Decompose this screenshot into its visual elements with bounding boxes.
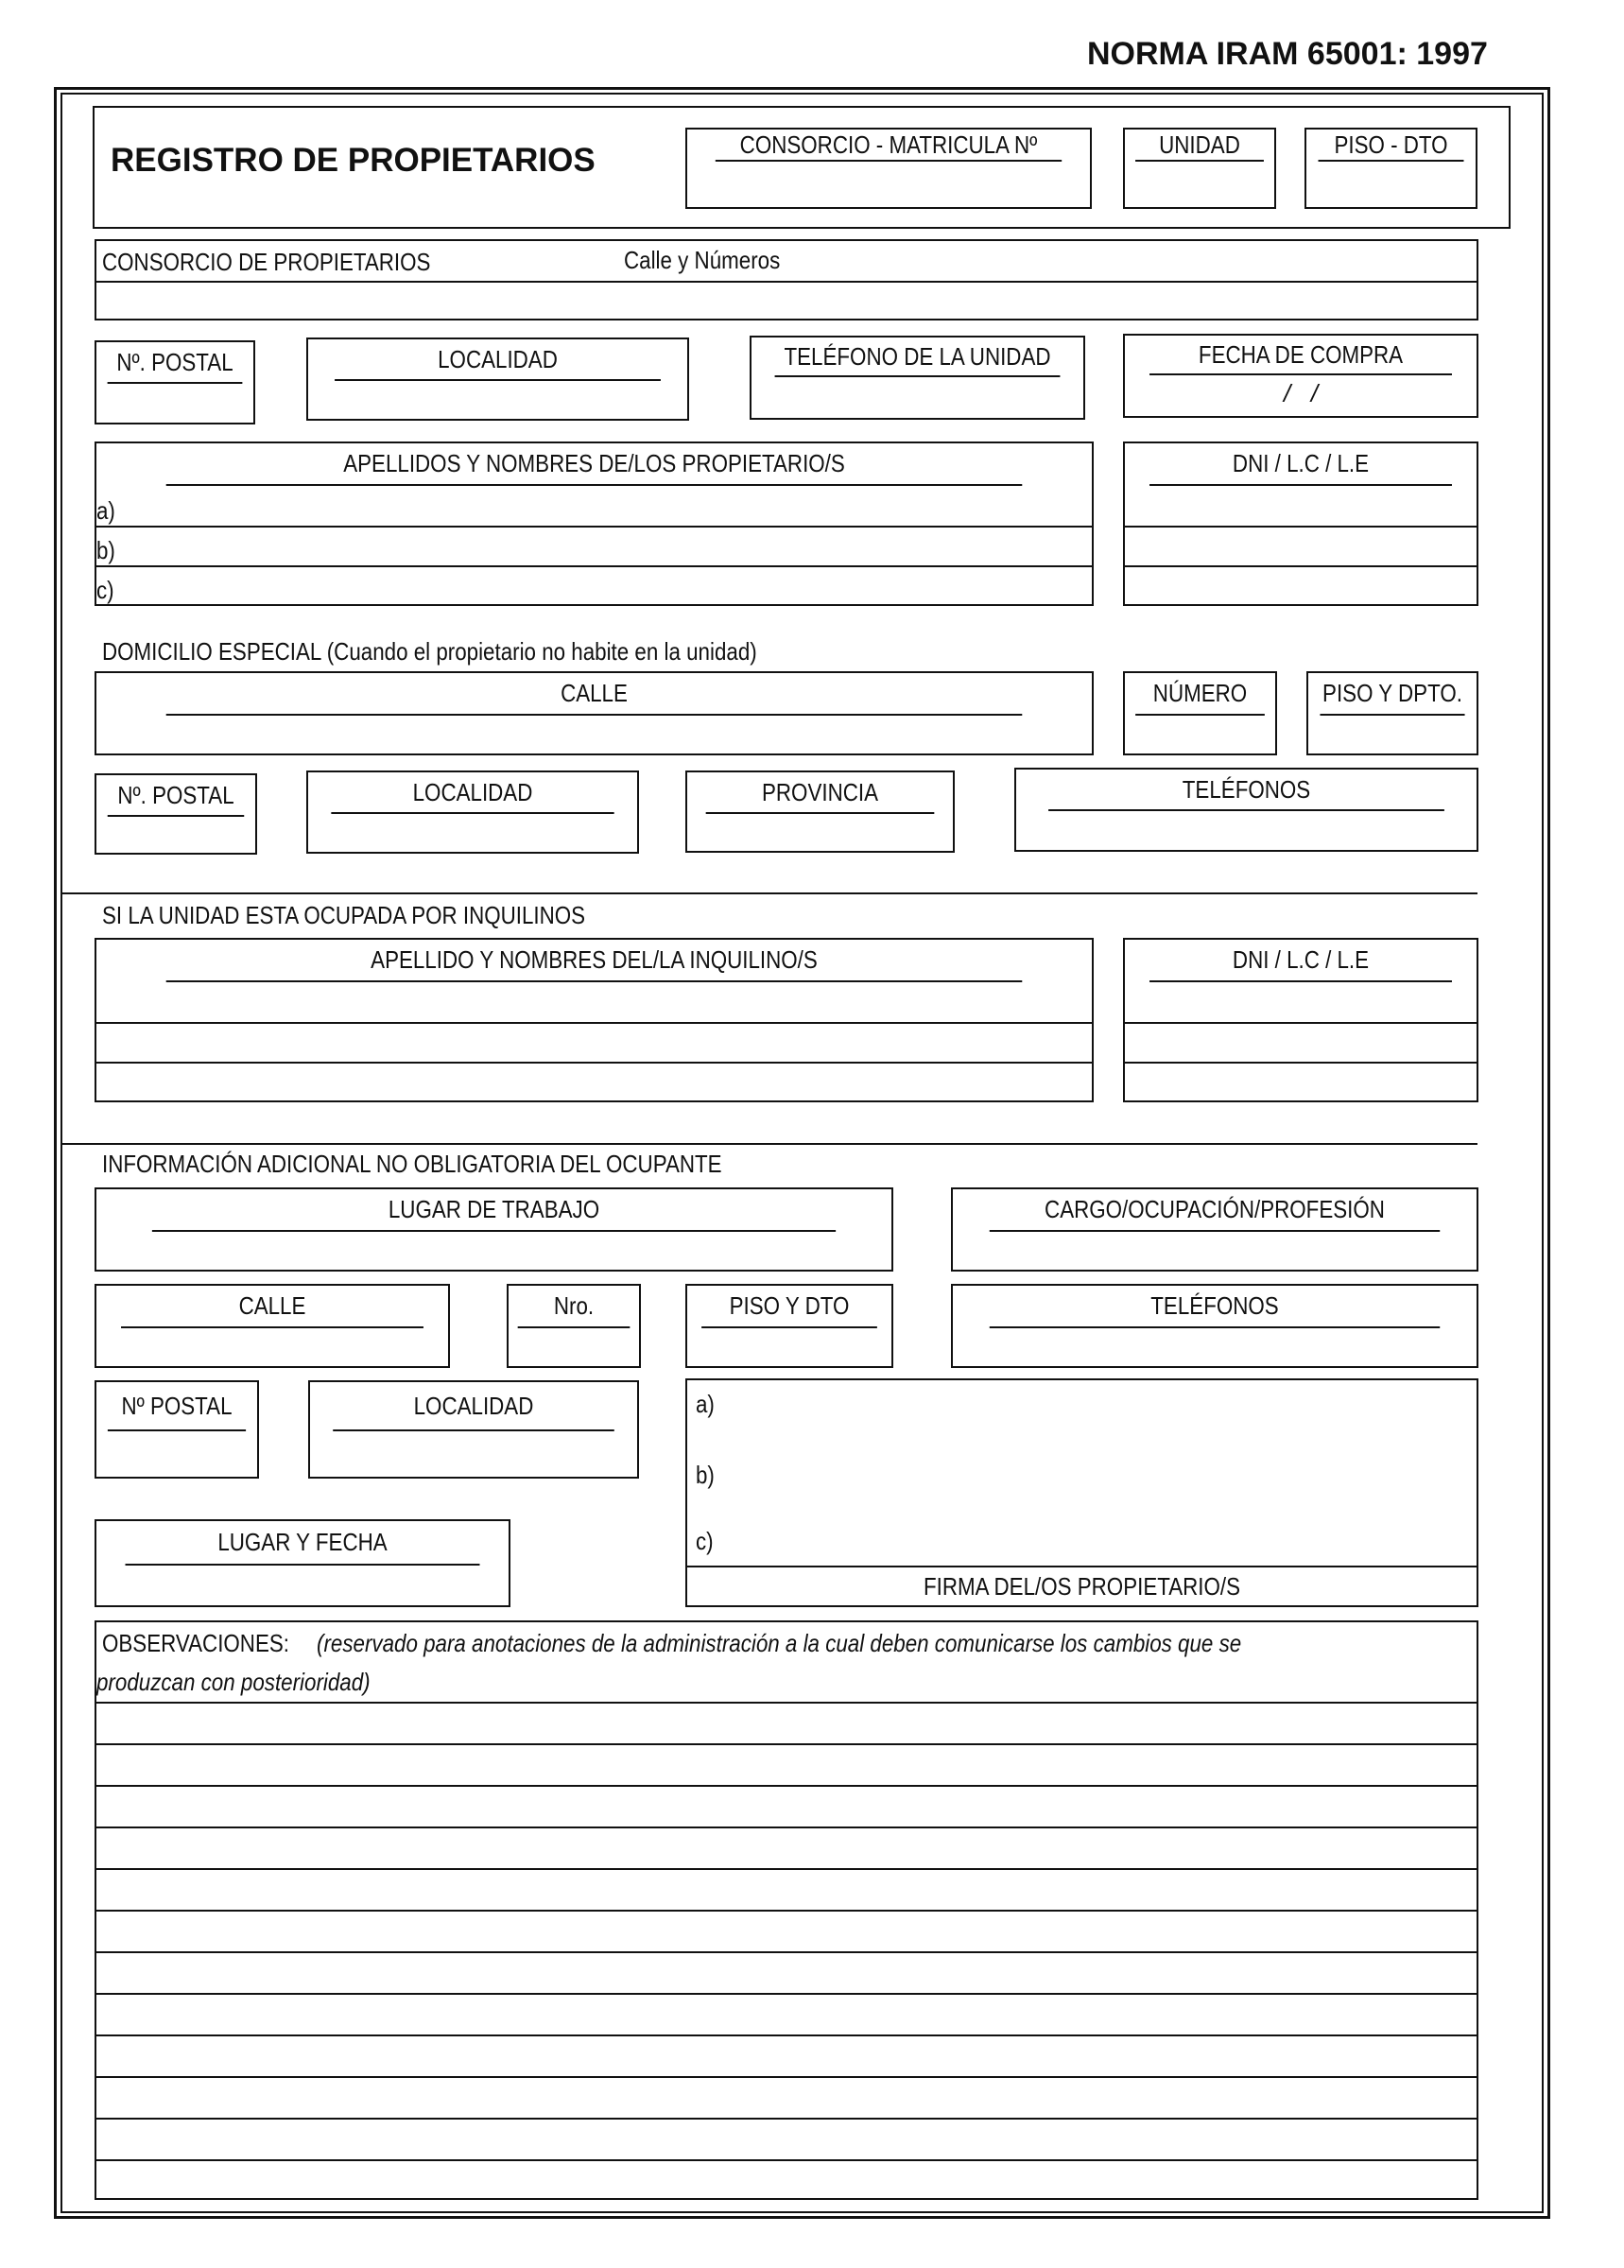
- adicional-nro-field[interactable]: [507, 1284, 641, 1368]
- adicional-postal-label: Nº POSTAL: [108, 1382, 246, 1431]
- domicilio-telefonos-label: TELÉFONOS: [1048, 770, 1444, 811]
- firma-label: FIRMA DEL/OS PROPIETARIO/S: [923, 1572, 1241, 1601]
- domicilio-piso-field[interactable]: [1306, 671, 1478, 755]
- lugar-fecha-field[interactable]: [95, 1519, 510, 1607]
- observaciones-note-line1: (reservado para anotaciones de la administración a la cual deben comunicarse los cambios que se: [317, 1629, 1242, 1657]
- section-divider: [60, 892, 1477, 894]
- inquilinos-title: SI LA UNIDAD ESTA OCUPADA POR INQUILINOS: [102, 901, 586, 929]
- localidad-label: LOCALIDAD: [335, 339, 661, 381]
- firma-line-c: c): [696, 1527, 714, 1555]
- domicilio-provincia-field[interactable]: [685, 770, 955, 853]
- adicional-postal-field[interactable]: [95, 1380, 259, 1479]
- propietario-row-c: c): [96, 576, 114, 604]
- domicilio-localidad-field[interactable]: [306, 770, 639, 854]
- observaciones-label: OBSERVACIONES:: [102, 1629, 289, 1657]
- adicional-telefonos-field[interactable]: [951, 1284, 1478, 1368]
- lugar-fecha-label: LUGAR Y FECHA: [126, 1521, 480, 1566]
- observaciones-field[interactable]: [95, 1620, 1478, 2200]
- page-title: REGISTRO DE PROPIETARIOS: [111, 142, 596, 179]
- fecha-compra-field[interactable]: [1123, 334, 1478, 418]
- firma-line-a: a): [696, 1390, 715, 1418]
- adicional-localidad-field[interactable]: [308, 1380, 639, 1479]
- domicilio-calle-field[interactable]: [95, 671, 1094, 755]
- adicional-telefonos-label: TELÉFONOS: [990, 1286, 1440, 1328]
- consorcio-calle-label: Calle y Números: [624, 246, 781, 274]
- inquilinos-dni-table[interactable]: [1123, 938, 1478, 1102]
- domicilio-numero-field[interactable]: [1123, 671, 1277, 755]
- piso-dto-label: PISO - DTO: [1319, 130, 1464, 162]
- postal-field[interactable]: [95, 340, 255, 424]
- localidad-field[interactable]: [306, 338, 689, 421]
- propietarios-dni-header: DNI / L.C / L.E: [1149, 443, 1452, 486]
- unidad-label: UNIDAD: [1135, 130, 1264, 162]
- inquilinos-dni-header: DNI / L.C / L.E: [1149, 940, 1452, 982]
- domicilio-piso-label: PISO Y DPTO.: [1320, 673, 1464, 716]
- adicional-calle-label: CALLE: [121, 1286, 423, 1328]
- propietario-row-b: b): [96, 536, 115, 564]
- consorcio-label: CONSORCIO DE PROPIETARIOS: [102, 248, 431, 276]
- consorcio-matricula-field[interactable]: [685, 128, 1092, 209]
- adicional-localidad-label: LOCALIDAD: [333, 1382, 614, 1431]
- consorcio-matricula-label: CONSORCIO - MATRICULA Nº: [716, 130, 1062, 162]
- firma-field[interactable]: [685, 1378, 1478, 1607]
- propietarios-table[interactable]: [95, 441, 1094, 606]
- postal-label: Nº. POSTAL: [108, 342, 243, 384]
- firma-line-b: b): [696, 1461, 715, 1489]
- domicilio-localidad-label: LOCALIDAD: [331, 772, 613, 814]
- propietario-row-a: a): [96, 496, 115, 525]
- domicilio-title: DOMICILIO ESPECIAL (Cuando el propietario no habite en la unidad): [102, 637, 757, 666]
- telefono-unidad-field[interactable]: [750, 336, 1085, 420]
- cargo-field[interactable]: [951, 1187, 1478, 1272]
- cargo-label: CARGO/OCUPACIÓN/PROFESIÓN: [990, 1189, 1440, 1232]
- domicilio-provincia-label: PROVINCIA: [706, 772, 935, 814]
- domicilio-postal-label: Nº. POSTAL: [108, 775, 244, 817]
- fecha-slashes: / /: [1283, 379, 1319, 407]
- adicional-calle-field[interactable]: [95, 1284, 450, 1368]
- lugar-trabajo-label: LUGAR DE TRABAJO: [152, 1189, 836, 1232]
- adicional-nro-label: Nro.: [518, 1286, 631, 1328]
- propietarios-header: APELLIDOS Y NOMBRES DE/LOS PROPIETARIO/S: [166, 443, 1023, 486]
- adicional-title: INFORMACIÓN ADICIONAL NO OBLIGATORIA DEL OCUPANTE: [102, 1150, 722, 1178]
- adicional-piso-field[interactable]: [685, 1284, 893, 1368]
- propietarios-dni-table[interactable]: [1123, 441, 1478, 606]
- section-divider: [60, 1143, 1477, 1145]
- adicional-piso-label: PISO Y DTO: [701, 1286, 877, 1328]
- fecha-compra-label: FECHA DE COMPRA: [1149, 336, 1452, 375]
- domicilio-telefonos-field[interactable]: [1014, 768, 1478, 852]
- inquilinos-table[interactable]: [95, 938, 1094, 1102]
- lugar-trabajo-field[interactable]: [95, 1187, 893, 1272]
- inquilinos-header: APELLIDO Y NOMBRES DEL/LA INQUILINO/S: [166, 940, 1023, 982]
- observaciones-note-line2: produzcan con posterioridad): [96, 1668, 371, 1696]
- unidad-field[interactable]: [1123, 128, 1276, 209]
- norma-label: NORMA IRAM 65001: 1997: [1087, 36, 1488, 72]
- domicilio-postal-field[interactable]: [95, 773, 257, 855]
- domicilio-numero-label: NÚMERO: [1135, 673, 1265, 716]
- piso-dto-field[interactable]: [1304, 128, 1477, 209]
- domicilio-calle-label: CALLE: [166, 673, 1023, 716]
- telefono-unidad-label: TELÉFONO DE LA UNIDAD: [775, 338, 1061, 377]
